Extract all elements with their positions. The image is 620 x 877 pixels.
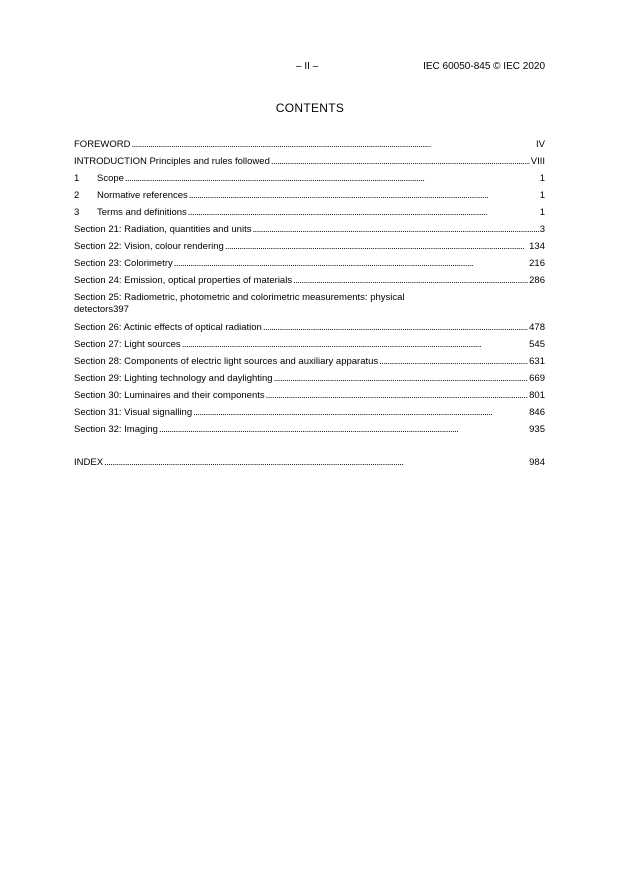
dot-leader	[252, 224, 538, 236]
dot-leader	[266, 390, 529, 402]
toc-entry-page: 935	[529, 424, 545, 435]
toc-entry-number: 1	[74, 173, 80, 184]
dot-leader	[174, 258, 528, 270]
toc-entry-text: INDEX	[74, 457, 104, 468]
toc-entry-text-line2: detectors	[74, 304, 114, 315]
header-page-number: – II –	[296, 61, 319, 72]
toc-entry-section-30[interactable]	[74, 390, 545, 407]
toc-entry-page: IV	[536, 139, 545, 150]
toc-entry-page: 846	[529, 407, 545, 418]
toc-entry-text: Section 30: Luminaires and their components	[74, 390, 265, 401]
toc-entry-page: 545	[529, 339, 545, 350]
toc-entry-text: Normative references	[97, 190, 188, 201]
toc-entry-number: 3	[74, 207, 80, 218]
toc-entry-text: INTRODUCTION Principles and rules followed	[74, 156, 270, 167]
toc-entry-page: 478	[529, 322, 545, 333]
toc-entry-section-21[interactable]	[74, 224, 545, 241]
toc-entry-page: 397	[113, 304, 129, 315]
dot-leader	[104, 457, 528, 469]
toc-entry-section-25[interactable]	[74, 292, 545, 322]
toc-entry-text: Section 29: Lighting technology and daylighting	[74, 373, 273, 384]
toc-entry-page: 134	[529, 241, 545, 252]
toc-entry-section-29[interactable]	[74, 373, 545, 390]
toc-entry-page: 801	[529, 390, 545, 401]
toc-entry-page: 631	[529, 356, 545, 367]
toc-entry-section-32[interactable]	[74, 424, 545, 441]
toc-entry-section-26[interactable]	[74, 322, 545, 339]
dot-leader	[274, 373, 529, 385]
page-title: CONTENTS	[275, 101, 345, 115]
dot-leader	[293, 275, 528, 287]
toc-entry-page: 286	[529, 275, 545, 286]
toc-entry-page: 1	[539, 173, 545, 184]
dot-leader	[263, 322, 528, 334]
toc-entry-section-28[interactable]	[74, 356, 545, 373]
dot-leader	[188, 207, 539, 219]
spacer	[74, 441, 545, 457]
toc-entry-text: Section 32: Imaging	[74, 424, 158, 435]
toc-entry-section-22[interactable]	[74, 241, 545, 258]
dot-leader	[182, 339, 528, 351]
table-of-contents	[74, 139, 545, 474]
toc-entry-text: Terms and definitions	[97, 207, 187, 218]
toc-entry-text: FOREWORD	[74, 139, 131, 150]
toc-entry-page: 1	[539, 207, 545, 218]
toc-entry-text: Section 26: Actinic effects of optical radiation	[74, 322, 262, 333]
toc-entry-scope[interactable]	[74, 173, 545, 190]
toc-entry-number: 2	[74, 190, 80, 201]
toc-entry-foreword[interactable]	[74, 139, 545, 156]
toc-entry-text: Section 28: Components of electric light sources and auxiliary apparatus	[74, 356, 379, 367]
toc-entry-text: Section 23: Colorimetry	[74, 258, 173, 269]
toc-entry-introduction[interactable]	[74, 156, 545, 173]
toc-entry-page: 216	[529, 258, 545, 269]
toc-entry-text: Section 22: Vision, colour rendering	[74, 241, 224, 252]
dot-leader	[193, 407, 528, 419]
toc-entry-text: Scope	[97, 173, 124, 184]
toc-entry-text: Section 24: Emission, optical properties of materials	[74, 275, 293, 286]
toc-entry-page: 984	[529, 457, 545, 468]
dot-leader	[225, 241, 528, 253]
toc-entry-terms-and-definitions[interactable]	[74, 207, 545, 224]
toc-entry-page: VIII	[530, 156, 545, 167]
toc-entry-text: Section 21: Radiation, quantities and units	[74, 224, 252, 235]
header-document-reference: IEC 60050-845 © IEC 2020	[423, 61, 545, 72]
toc-entry-text-line1: Section 25: Radiometric, photometric and colorimetric measurements: physical	[74, 292, 405, 303]
toc-entry-section-31[interactable]	[74, 407, 545, 424]
dot-leader	[159, 424, 528, 436]
toc-entry-text: Section 27: Light sources	[74, 339, 181, 350]
toc-entry-section-24[interactable]	[74, 275, 545, 292]
dot-leader	[189, 190, 539, 202]
toc-entry-index[interactable]	[74, 457, 545, 474]
toc-entry-page: 669	[529, 373, 545, 384]
toc-entry-page: 3	[539, 224, 545, 235]
toc-entry-normative-references[interactable]	[74, 190, 545, 207]
toc-entry-section-27[interactable]	[74, 339, 545, 356]
dot-leader	[379, 356, 528, 368]
toc-entry-section-23[interactable]	[74, 258, 545, 275]
toc-entry-page: 1	[539, 190, 545, 201]
dot-leader	[271, 156, 530, 168]
toc-entry-text: Section 31: Visual signalling	[74, 407, 193, 418]
dot-leader	[131, 139, 535, 151]
dot-leader	[125, 173, 539, 185]
